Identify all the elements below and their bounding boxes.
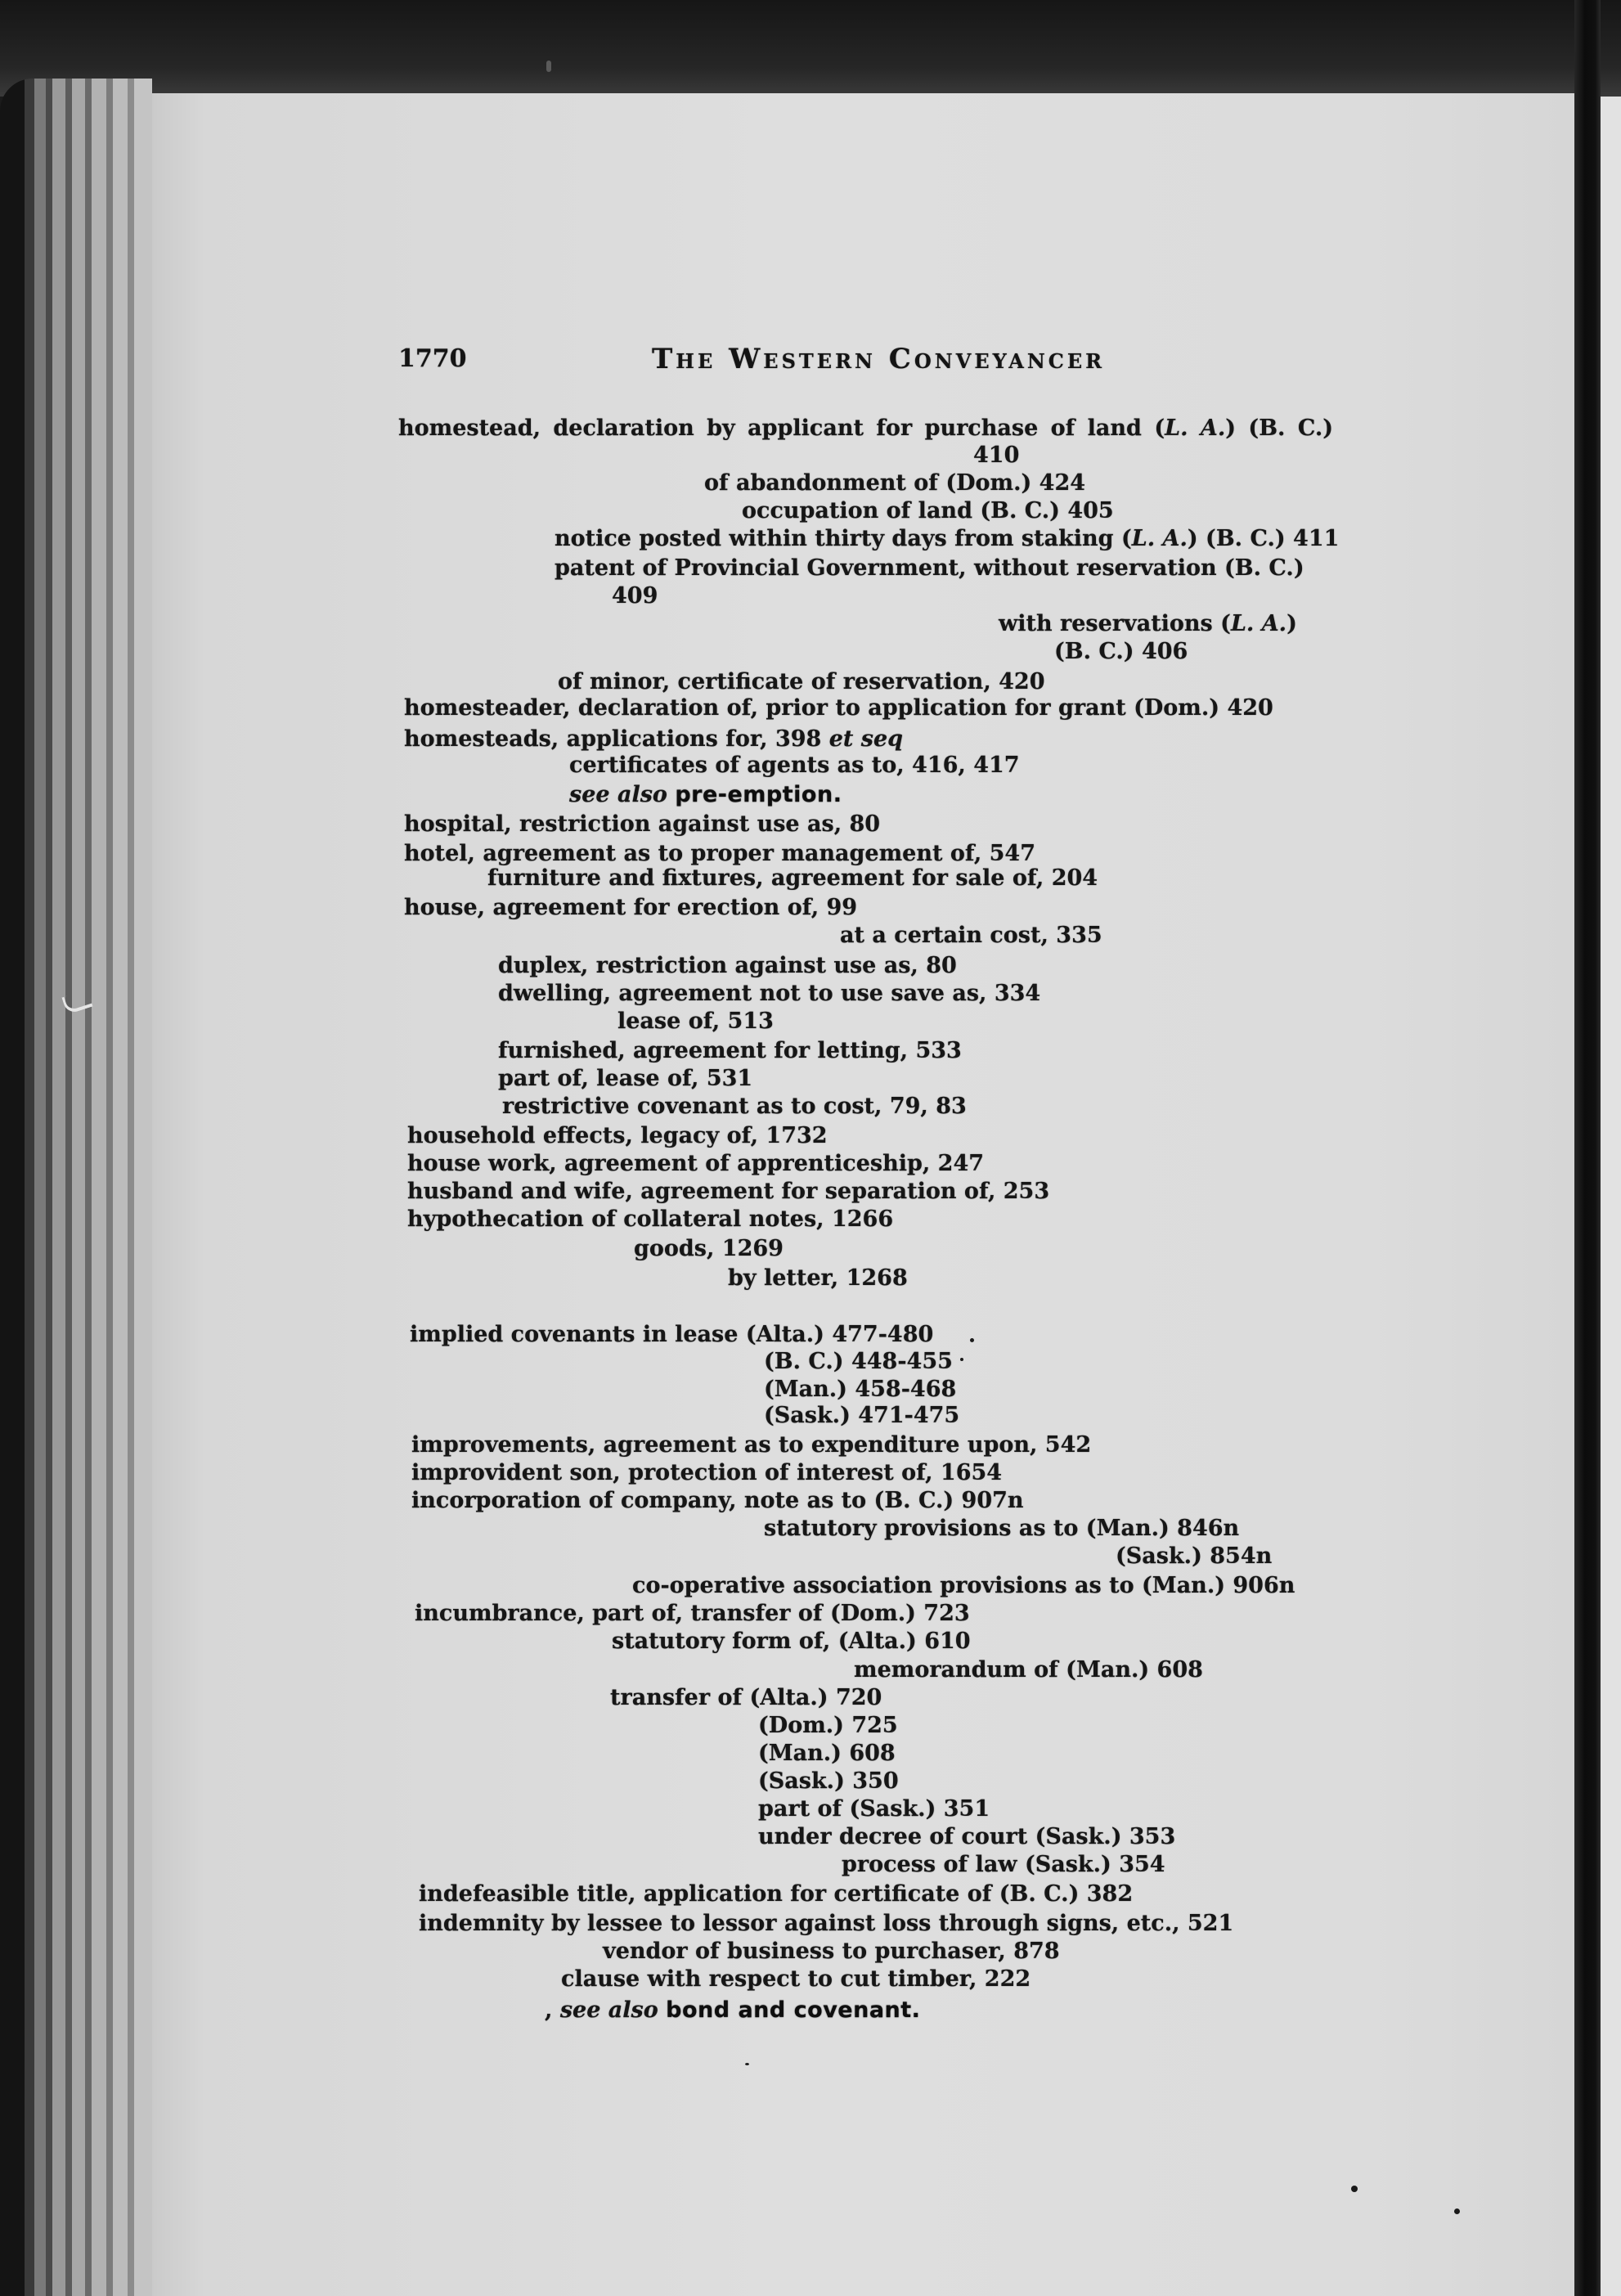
index-subentry-line: part of, lease of, 531 (498, 1066, 753, 1091)
index-entry-line (398, 415, 1333, 443)
index-subentry-line (999, 610, 1297, 638)
index-subentry-line: memorandum of (Man.) 608 (854, 1657, 1203, 1683)
cross-reference-term: bond and covenant. (666, 1997, 921, 2023)
cross-reference-line (569, 781, 842, 809)
index-entry-line: hypothecation of collateral notes, 1266 (407, 1206, 894, 1232)
index-subentry-line: (Sask.) 854n (1116, 1543, 1273, 1569)
index-subentry-line: part of (Sask.) 351 (758, 1796, 990, 1822)
index-subentry-line (555, 525, 1339, 553)
index-entry-line: indefeasible title, application for certificate of (B. C.) 382 (419, 1881, 1134, 1907)
index-subentry-line: by letter, 1268 (728, 1265, 908, 1291)
italic-abbreviation: L. A. (1131, 526, 1188, 551)
index-subentry-line: duplex, restriction against use as, 80 (498, 953, 957, 978)
page-number: 1770 (398, 344, 467, 373)
index-subentry-line: furniture and fixtures, agreement for sale of, 204 (487, 865, 1098, 891)
index-subentry-line: (B. C.) 448-455 (764, 1349, 953, 1374)
index-entry-line (404, 726, 903, 753)
page-reference: 410 (973, 443, 1020, 468)
index-subentry-line: furnished, agreement for letting, 533 (498, 1038, 962, 1063)
running-head: The Western Conveyancer (652, 343, 1106, 375)
index-subentry-line: under decree of court (Sask.) 353 (758, 1824, 1176, 1849)
index-entry-line: improvident son, protection of interest of, 1654 (411, 1460, 1003, 1485)
index-subentry-line: at a certain cost, 335 (840, 923, 1102, 948)
italic-latin-phrase: et seq (828, 726, 904, 752)
index-subentry-line: statutory form of, (Alta.) 610 (612, 1629, 971, 1654)
index-subentry-line: (Dom.) 725 (758, 1713, 898, 1738)
index-entry-line: indemnity by lessee to lessor against loss through signs, etc., 521 (419, 1911, 1234, 1936)
entry-text: homesteads, applications for, 398 (404, 726, 829, 752)
see-also-label: see also (569, 782, 676, 807)
index-subentry-line: (Sask.) 350 (758, 1768, 899, 1794)
index-subentry-line: co-operative association provisions as to (Man.) 906n (632, 1573, 1295, 1598)
index-subentry-line: lease of, 513 (617, 1009, 774, 1034)
index-entry-line: implied covenants in lease (Alta.) 477-480 (410, 1322, 934, 1347)
index-subentry-line: goods, 1269 (634, 1236, 784, 1261)
index-subentry-line: patent of Provincial Government, without reservation (B. C.) (555, 555, 1304, 581)
index-entry-line: homesteader, declaration of, prior to application for grant (Dom.) 420 (404, 695, 1273, 721)
index-entry-line: improvements, agreement as to expenditure upon, 542 (411, 1432, 1092, 1458)
cross-reference-line (545, 1997, 920, 2024)
index-subentry-line: dwelling, agreement not to use save as, 334 (498, 981, 1041, 1006)
index-subentry-line: (Man.) 608 (758, 1741, 896, 1766)
see-also-label: see also (559, 1997, 667, 2023)
index-subentry-line: of abandonment of (Dom.) 424 (704, 470, 1086, 496)
index-subentry-line: certificates of agents as to, 416, 417 (569, 753, 1020, 778)
index-entry-line: incumbrance, part of, transfer of (Dom.) 723 (415, 1601, 970, 1626)
index-subentry-line: restrictive covenant as to cost, 79, 83 (502, 1094, 967, 1119)
entry-text: ) (1286, 611, 1297, 636)
entry-text: homestead, declaration by applicant for purchase of land ( (398, 416, 1165, 441)
index-entry-line: incorporation of company, note as to (B. C.) 907n (411, 1488, 1024, 1513)
index-subentry-line: occupation of land (B. C.) 405 (742, 498, 1114, 523)
index-entry-line: house, agreement for erection of, 99 (404, 895, 858, 920)
page-reference: 409 (612, 583, 658, 609)
cross-reference-term: pre-emption. (675, 782, 842, 807)
index-subentry-line: (B. C.) 406 (1054, 639, 1188, 664)
index-subentry-line: of minor, certificate of reservation, 420 (558, 669, 1045, 694)
index-subentry-line: clause with respect to cut timber, 222 (561, 1966, 1031, 1992)
index-entry-line: house work, agreement of apprenticeship, 247 (407, 1151, 985, 1176)
index-subentry-line: (Sask.) 471-475 (764, 1403, 960, 1428)
index-subentry-line: process of law (Sask.) 354 (842, 1852, 1165, 1877)
italic-abbreviation: L. A. (1230, 611, 1287, 636)
index-subentry-line: (Man.) 458-468 (764, 1377, 957, 1402)
italic-abbreviation: L. A. (1165, 416, 1226, 441)
entry-text: , (545, 1997, 560, 2023)
index-subentry-line: transfer of (Alta.) 720 (610, 1685, 882, 1710)
index-entry-line: hospital, restriction against use as, 80 (404, 811, 881, 837)
entry-text: with reservations ( (999, 611, 1231, 636)
index-entry-line: husband and wife, agreement for separation of, 253 (407, 1179, 1050, 1204)
index-entry-line: hotel, agreement as to proper management of, 547 (404, 841, 1036, 866)
index-subentry-line: statutory provisions as to (Man.) 846n (764, 1516, 1240, 1541)
index-entry-line: household effects, legacy of, 1732 (407, 1123, 828, 1148)
entry-text: notice posted within thirty days from staking ( (555, 526, 1132, 551)
entry-text: ) (B. C.) 411 (1187, 526, 1340, 551)
entry-text: ) (B. C.) (1225, 416, 1334, 441)
index-subentry-line: vendor of business to purchaser, 878 (603, 1939, 1060, 1964)
